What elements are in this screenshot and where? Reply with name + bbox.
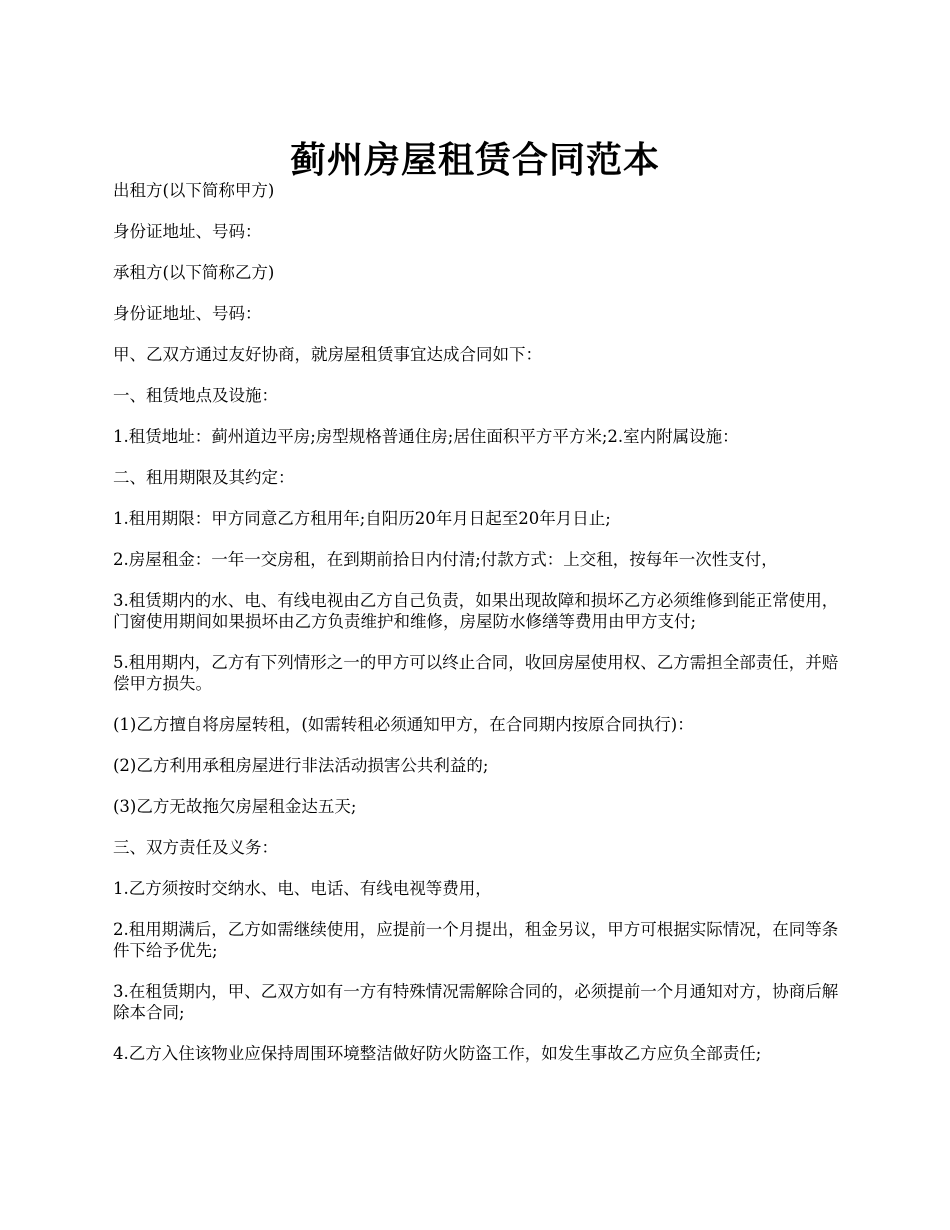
clause-termination-item-2: (2)乙方利用承租房屋进行非法活动损害公共利益的; [113,756,489,775]
paragraph-lessee: 承租方(以下简称乙方) [113,263,275,282]
section-heading-obligations: 三、双方责任及义务： [113,838,278,857]
clause-early-termination: 3.在租赁期内，甲、乙双方如有一方有特殊情况需解除合同的，必须提前一个月通知对方，协商后解除本合同; [113,982,839,1022]
clause-safety: 4.乙方入住该物业应保持周围环境整洁做好防火防盗工作，如发生事故乙方应负全部责任; [113,1044,762,1063]
clause-renewal: 2.租用期满后，乙方如需继续使用，应提前一个月提出，租金另议，甲方可根据实际情况，在同等条件下给予优先; [113,920,839,960]
clause-utilities: 3.租赁期内的水、电、有线电视由乙方自己负责，如果出现故障和损坏乙方必须维修到能正常使用，门窗使用期间如果损坏由乙方负责维护和维修，房屋防水修缮等费用由甲方支付; [113,591,839,631]
paragraph-preamble: 甲、乙双方通过友好协商，就房屋租赁事宜达成合同如下： [113,345,542,364]
clause-termination-item-1: (1)乙方擅自将房屋转租，(如需转租必须通知甲方，在合同期内按原合同执行)： [113,715,694,734]
clause-termination-item-3: (3)乙方无故拖欠房屋租金达五天; [113,797,357,816]
section-heading-term: 二、租用期限及其约定： [113,468,295,487]
paragraph-lessee-id: 身份证地址、号码： [113,304,262,323]
document-body [113,180,841,1084]
paragraph-lessor-id: 身份证地址、号码： [113,222,262,241]
clause-rent: 2.房屋租金：一年一交房租，在到期前拾日内付清;付款方式：上交租，按每年一次性支付， [113,550,778,569]
clause-lease-term: 1.租用期限：甲方同意乙方租用年;自阳历20年月日起至20年月日止; [113,509,611,528]
section-heading-location: 一、租赁地点及设施： [113,386,278,405]
clause-address: 1.租赁地址：蓟州道边平房;房型规格普通住房;居住面积平方平方米;2.室内附属设施： [113,427,739,446]
clause-termination: 5.租用期内，乙方有下列情形之一的甲方可以终止合同，收回房屋使用权、乙方需担全部责任，并赔偿甲方损失。 [113,653,839,693]
document-title: 蓟州房屋租赁合同范本 [289,139,660,182]
clause-fees: 1.乙方须按时交纳水、电、电话、有线电视等费用， [113,879,492,898]
paragraph-lessor: 出租方(以下简称甲方) [113,181,275,200]
